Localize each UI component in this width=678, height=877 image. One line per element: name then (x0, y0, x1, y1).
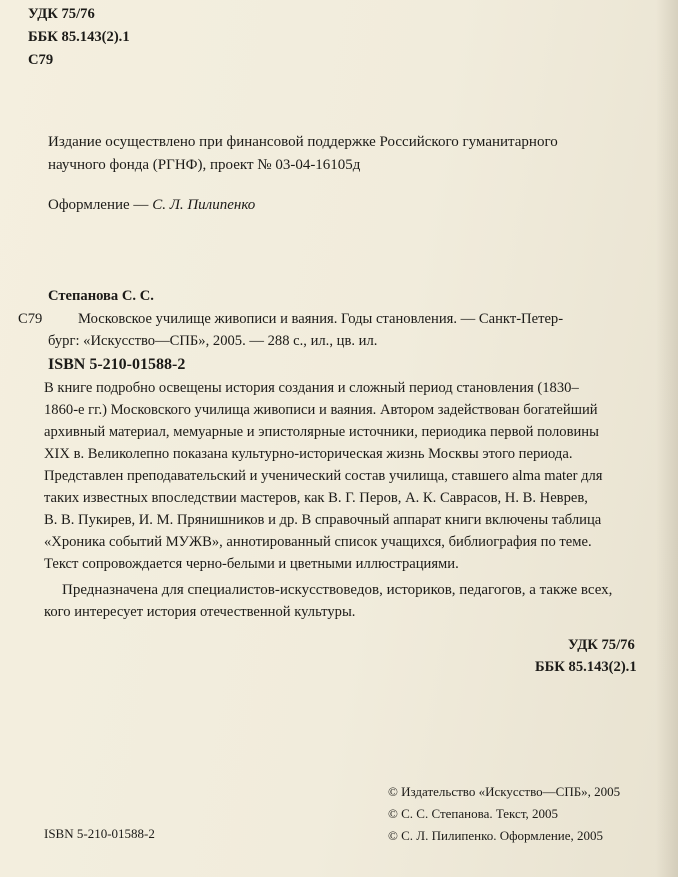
catalog-title-line-1: Московское училище живописи и ваяния. Годы становления. — Санкт-Петер- (78, 311, 564, 327)
annotation-line: Представлен преподавательский и ученический состав училища, ставшего alma mater для (44, 468, 603, 484)
funding-note-line-2: научного фонда (РГНФ), проект № 03-04-16105д (48, 157, 361, 173)
page-edge-shadow (656, 0, 678, 877)
audience-line-1: Предназначена для специалистов-искусствоведов, историков, педагогов, а также всех, (62, 582, 613, 598)
bbk-code-bottom: ББК 85.143(2).1 (535, 659, 637, 675)
annotation-line: «Хроника событий МУЖВ», аннотированный список учащихся, библиография по теме. (44, 534, 592, 550)
copyright-publisher: © Издательство «Искусство—СПБ», 2005 (388, 784, 621, 799)
catalog-title-line-2: бург: «Искусство—СПБ», 2005. — 288 с., ил., цв. ил. (48, 333, 378, 349)
design-credit-label: Оформление — (48, 197, 153, 213)
udc-code-top: УДК 75/76 (28, 6, 95, 22)
annotation-line: Текст сопровождается черно-белыми и цветными иллюстрациями. (44, 556, 459, 572)
annotation-line: 1860-е гг.) Московского училища живописи и ваяния. Автором задействован богатейший (44, 402, 598, 418)
isbn-bottom: ISBN 5-210-01588-2 (44, 826, 155, 841)
annotation-line: таких известных впоследствии мастеров, как В. Г. Перов, А. К. Саврасов, Н. В. Неврев, (44, 490, 588, 506)
udc-code-bottom: УДК 75/76 (568, 637, 635, 653)
copyright-text: © С. С. Степанова. Текст, 2005 (388, 806, 559, 821)
copyright-design: © С. Л. Пилипенко. Оформление, 2005 (388, 828, 604, 843)
annotation-line: В книге подробно освещены история создания и сложный период становления (1830– (44, 380, 579, 396)
author-mark-top: С79 (28, 52, 54, 68)
catalog-author: Степанова С. С. (48, 288, 154, 304)
audience-line-2: кого интересует история отечественной культуры. (44, 604, 356, 620)
design-credit-name: С. Л. Пилипенко (152, 197, 256, 213)
annotation-line: XIX в. Великолепно показана культурно-историческая жизнь Москвы этого периода. (44, 446, 573, 462)
design-credit (48, 195, 255, 216)
funding-note-line-1: Издание осуществлено при финансовой поддержке Российского гуманитарного (48, 134, 558, 150)
annotation-line: В. В. Пукирев, И. М. Прянишников и др. В справочный аппарат книги включены таблица (44, 512, 602, 528)
bbk-code-top: ББК 85.143(2).1 (28, 29, 130, 45)
catalog-code: С79 (18, 311, 43, 327)
annotation-line: архивный материал, мемуарные и эпистолярные источники, периодика первой половины (44, 424, 599, 440)
catalog-isbn: ISBN 5-210-01588-2 (48, 356, 186, 373)
